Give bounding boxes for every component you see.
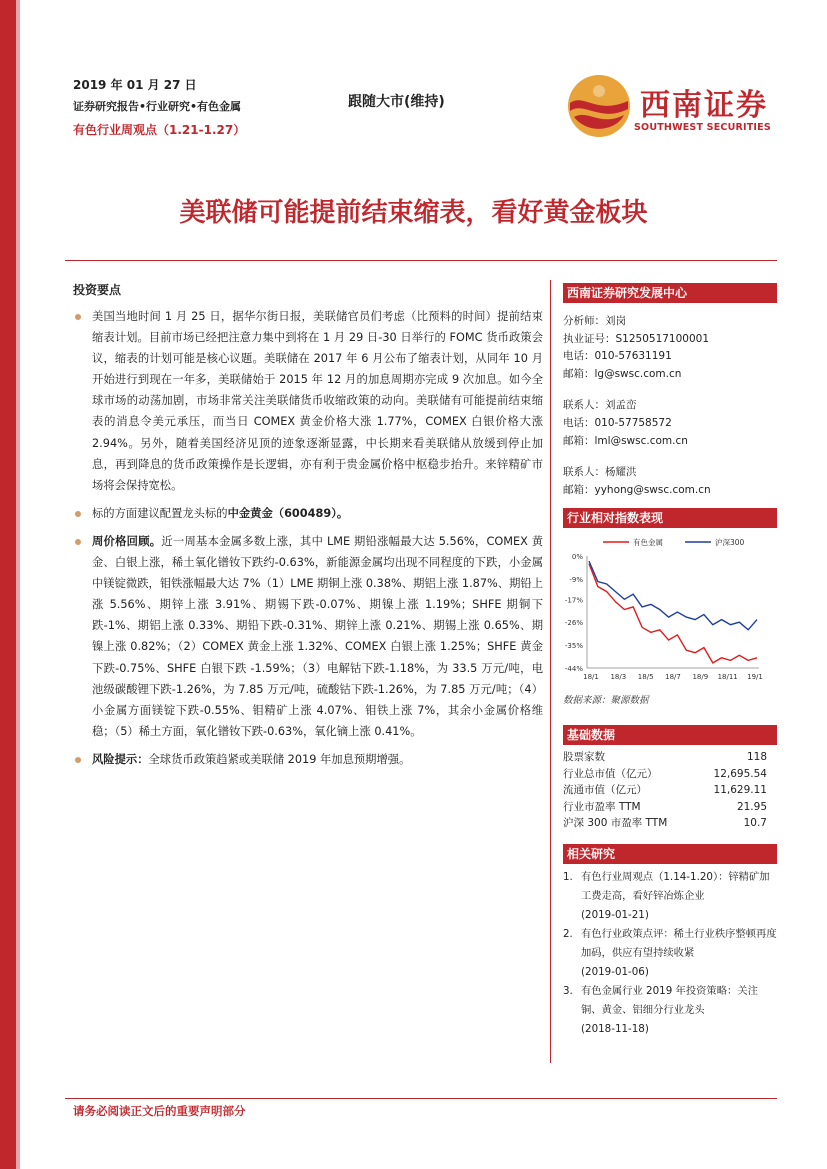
left-accent-bar: [0, 0, 16, 1169]
footer-disclaimer: 请务必阅读正文后的重要声明部分: [73, 1104, 246, 1118]
key-point-fed: [73, 306, 543, 496]
column-divider: [550, 280, 551, 1063]
contact2-name: 联系人：刘孟峦: [563, 399, 637, 412]
analyst-email[interactable]: 邮箱：lg@swsc.com.cn: [563, 367, 682, 380]
item-number: 3.: [563, 985, 573, 997]
item-text: 有色行业政策点评：稀土行业秩序整顿再度加码，供应有望持续收紧: [581, 928, 777, 959]
key-point-risk: [73, 749, 543, 770]
x-tick-label: 18/9: [692, 673, 709, 681]
basic-data-value: 12,695.54: [713, 767, 767, 780]
analyst-phone: 电话：010-57631191: [563, 350, 672, 363]
related-research-title: 相关研究: [563, 844, 777, 864]
item-text: 有色金属行业 2019 年投资策略：关注铜、黄金、铝细分行业龙头: [581, 985, 758, 1016]
y-tick-label: -17%: [564, 596, 583, 605]
analyst-name: 分析师：刘岗: [563, 315, 626, 327]
title-divider: [65, 260, 777, 261]
basic-data-label: 沪深 300 市盈率 TTM: [563, 817, 668, 830]
related-research-item[interactable]: [563, 925, 777, 982]
basic-data-label: 股票家数: [563, 751, 605, 763]
key-points-list: [73, 306, 543, 777]
report-date: 2019 年 01 月 27 日: [73, 78, 197, 92]
basic-data-row: [563, 799, 777, 816]
bullet-dot-icon: [75, 757, 81, 763]
contact2-email[interactable]: 邮箱：lml@swsc.com.cn: [563, 434, 688, 447]
item-number: 1.: [563, 871, 573, 883]
x-tick-label: 18/1: [583, 673, 599, 681]
bullet-dot-icon: [75, 314, 81, 320]
basic-data-label: 行业市盈率 TTM: [563, 800, 641, 813]
chart-section-header: [563, 508, 777, 528]
key-point-text: 全球货币政策趋紧或美联储 2019 年加息预期增强。: [148, 752, 411, 766]
chart-source: 数据来源：聚源数据: [563, 695, 649, 706]
key-point-text: 标的方面建议配置龙头标的: [92, 506, 228, 520]
footer-divider: [65, 1098, 777, 1099]
basic-data-label: 流通市值（亿元）: [563, 784, 647, 797]
key-point-lead: 周价格回顾。: [92, 534, 162, 548]
basic-data-row: [563, 815, 777, 832]
key-point-text: 美国当地时间 1 月 25 日，据华尔街日报，美联储官员们考虑（比预料的时间）提前结束缩表计划。目前市场已经把注意力集中到将在 1 月 29 日-30 日举行的 FOMC 货币政策会议，缩表的计划可能是核心议题。美联储在 2017 年 6 月公布了缩表计划，从同年 10 月开始进行到现在一年多，美联储始于 2015 年 12 月的加息周期亦完成 9 次加息。如今全球市场的动荡加剧，市场非常关注美联储货币收缩政策的动向。美联储有可能提前结束缩表的消息令美元承压，而当日 COMEX 黄金价格大涨 1.77%，COMEX 白银价格大涨 2.94%。另外，随着美国经济见顶的迹象逐渐显露，中长期来看美联储从放缓到停止加息，再到降息的货币政策操作是长逻辑，亦有利于贵金属价格中枢稳步抬升。来锌精矿市场将会保持宽松。: [92, 310, 543, 492]
key-point-text: 近一周基本金属多数上涨，其中 LME 期铅涨幅最大达 5.56%，COMEX 黄金、白银上涨，稀土氧化镨钕下跌约-0.63%，新能源金属均出现不同程度的下跌，小金属中镁锭微跌，钼铁涨幅最大达 7%（1）LME 期铜上涨 0.38%、期铝上涨 1.87%、期铅上涨 5.56%、期锌上涨 3.91%、期锡下跌-0.07%、期镍上涨 1.19%；SHFE 期铜下跌-1%、期铝上涨 0.33%、期铅下跌-0.31%、期锌上涨 0.21%、期锡上涨 0.65%、期镍上涨 0.82%；（2）COMEX 黄金上涨 1.32%、COMEX 白银上涨 1.25%；SHFE 黄金下跌-0.75%、SHFE 白银下跌 -1.59%；（3）电解钴下跌-1.18%，为 33.5 万元/吨，电池级碳酸锂下跌-1.26%，为 7.85 万元/吨，硫酸钴下跌-1.26%，为 7.85 万元/吨；（4）小金属方面镁锭下跌-0.55%、钼精矿上涨 4.07%、钼铁上涨 7%，其余小金属价格维稳；（5）稀土方面，氧化镨钕下跌-0.63%，氧化镝上涨 0.41%。: [92, 534, 543, 738]
item-date: (2018-11-18): [581, 1023, 649, 1035]
analyst-cert: 执业证号：S1250517100001: [563, 332, 710, 345]
logo-name-cn: 西南证券: [640, 88, 768, 123]
relative-index-chart: [563, 532, 777, 688]
related-research-list: [563, 868, 777, 1039]
basic-data-row: [563, 766, 777, 783]
basic-data-row: [563, 749, 777, 766]
related-research-item[interactable]: [563, 982, 777, 1039]
rating: 跟随大市(维持): [348, 94, 445, 110]
research-center-title: 西南证券研究发展中心: [563, 283, 777, 303]
southwest-securities-logo-icon: [566, 73, 632, 139]
research-center-box: [563, 283, 777, 499]
report-type: 证券研究报告•行业研究•有色金属: [73, 100, 242, 113]
item-number: 2.: [563, 928, 573, 940]
contact3-email[interactable]: 邮箱：yyhong@swsc.com.cn: [563, 483, 711, 496]
y-tick-label: -9%: [569, 575, 583, 584]
basic-data-value: 118: [746, 751, 767, 763]
chart-section-title: 行业相对指数表现: [563, 508, 777, 528]
y-tick-label: 0%: [571, 553, 583, 561]
bullet-dot-icon: [75, 539, 81, 545]
y-tick-label: -44%: [564, 665, 583, 673]
basic-data-value: 21.95: [736, 800, 767, 813]
basic-data-box: [563, 725, 777, 832]
x-tick-label: 18/11: [717, 673, 738, 681]
item-date: (2019-01-06): [581, 966, 649, 978]
key-point-price-review: [73, 531, 543, 742]
page-title: 美联储可能提前结束缩表，看好黄金板块: [179, 198, 648, 228]
y-tick-label: -35%: [564, 642, 583, 651]
section-title: 投资要点: [73, 283, 122, 297]
legend-label: 有色金属: [633, 538, 663, 547]
item-text: 有色行业周观点（1.14-1.20）：锌精矿加工费走高，看好锌冶炼企业: [581, 871, 770, 902]
series-line-csi300: [589, 561, 757, 630]
key-point-strong-text: 中金黄金（600489）。: [227, 506, 349, 520]
basic-data-row: [563, 782, 777, 799]
basic-data-value: 10.7: [743, 817, 767, 830]
basic-data-value: 11,629.11: [713, 784, 767, 797]
basic-data-title: 基础数据: [563, 725, 777, 745]
x-tick-label: 19/1: [747, 673, 763, 681]
report-subtitle: 有色行业周观点（1.21-1.27）: [73, 123, 246, 137]
basic-data-label: 行业总市值（亿元）: [563, 767, 658, 780]
left-accent-bar-light: [16, 0, 20, 1169]
related-research-header: [563, 844, 777, 864]
bullet-dot-icon: [75, 511, 81, 517]
legend-label: 沪深300: [715, 538, 745, 547]
contact3-name: 联系人：杨耀洪: [563, 466, 637, 479]
key-point-lead: 风险提示：: [92, 752, 149, 766]
logo-name-en: SOUTHWEST SECURITIES: [634, 122, 771, 133]
key-point-stock-pick: [73, 503, 543, 524]
item-date: (2019-01-21): [581, 909, 649, 921]
contact2-phone: 电话：010-57758572: [563, 416, 672, 429]
x-tick-label: 18/3: [610, 673, 627, 681]
x-tick-label: 18/7: [665, 673, 681, 681]
y-tick-label: -26%: [564, 619, 583, 628]
related-research-item[interactable]: [563, 868, 777, 925]
x-tick-label: 18/5: [637, 673, 654, 681]
series-line-nonferrous: [589, 564, 757, 663]
